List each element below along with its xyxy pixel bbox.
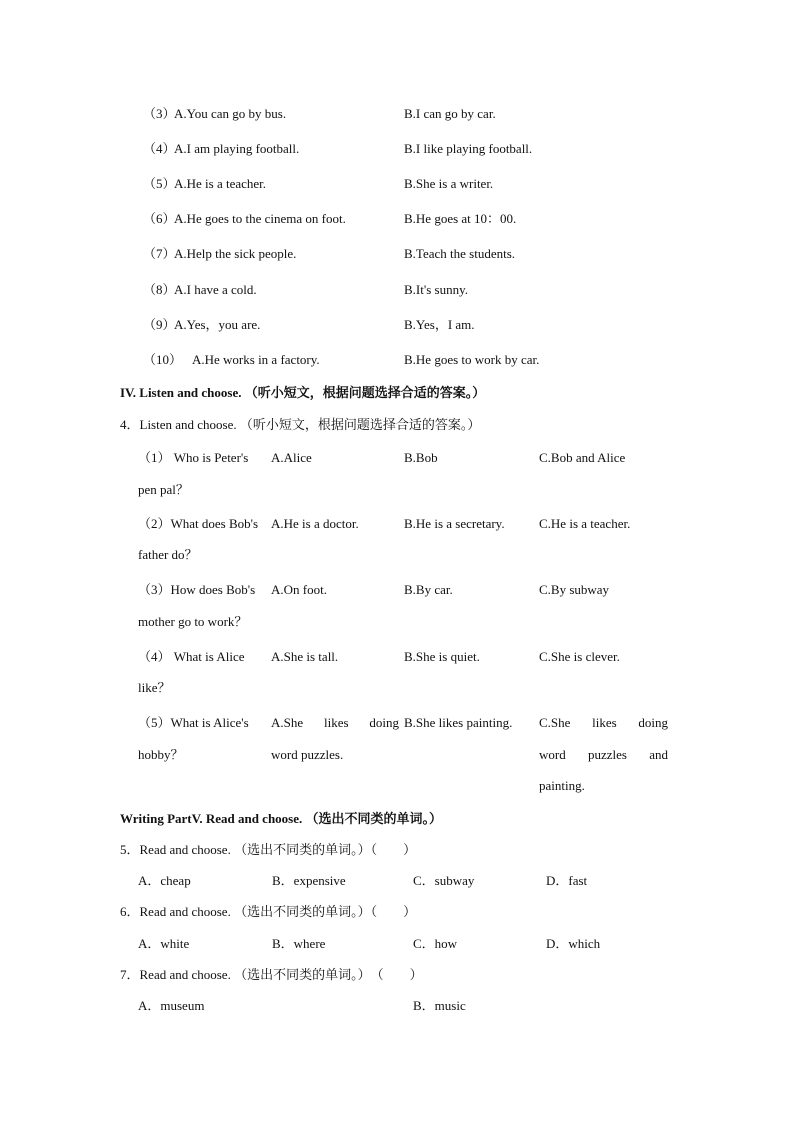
row-5-option-a: A.She likes doing: [271, 715, 399, 730]
item-5-number: （5）: [143, 176, 176, 191]
row-5-question-cont: hobby？: [138, 747, 184, 762]
row-4-option-a: A.She is tall.: [271, 649, 339, 664]
item-9-number: （9）: [143, 317, 176, 332]
item-3-option-b: B.I can go by car.: [404, 106, 496, 121]
row-3-question-cont: mother go to work？: [138, 614, 248, 629]
row-1-option-a: A.Alice: [271, 450, 312, 465]
row-4-question-cont: like？: [138, 680, 171, 695]
row-3-question: （3）How does Bob's: [138, 582, 256, 597]
row-1-option-c: C.Bob and Alice: [539, 450, 626, 465]
item-3-number: （3）: [143, 106, 176, 121]
row-3-option-b: B.By car.: [404, 582, 453, 597]
row-5-option-c-cont-2: painting.: [539, 778, 585, 793]
item-6-number: （6）: [143, 211, 176, 226]
item-5-option-a: A.He is a teacher.: [174, 176, 267, 191]
question-5-stem: 5．Read and choose. （选出不同类的单词。）（ ）: [120, 842, 417, 857]
question-6-option-d: D．which: [546, 936, 601, 951]
item-4-option-a: A.I am playing football.: [174, 141, 300, 156]
row-5-option-b: B.She likes painting.: [404, 715, 513, 730]
row-3-option-a: A.On foot.: [271, 582, 327, 597]
question-4-stem: 4．Listen and choose. （听小短文，根据问题选择合适的答案。）: [120, 417, 481, 432]
item-10-option-b: B.He goes to work by car.: [404, 352, 540, 367]
item-5-option-b: B.She is a writer.: [404, 176, 494, 191]
row-3-option-c: C.By subway: [539, 582, 610, 597]
item-9-option-a: A.Yes，you are.: [174, 317, 261, 332]
row-2-option-a: A.He is a doctor.: [271, 516, 359, 531]
question-7-stem: 7．Read and choose. （选出不同类的单词。） （ ）: [120, 967, 423, 982]
question-5-option-a: A．cheap: [138, 873, 191, 888]
item-7-option-b: B.Teach the students.: [404, 246, 516, 261]
item-8-option-b: B.It's sunny.: [404, 282, 468, 297]
row-5-question: （5）What is Alice's: [138, 715, 249, 730]
row-1-question: （1） Who is Peter's: [138, 450, 249, 465]
row-1-question-cont: pen pal？: [138, 482, 189, 497]
row-2-question: （2）What does Bob's: [138, 516, 259, 531]
row-5-option-a-cont: word puzzles.: [271, 747, 344, 762]
question-6-option-c: C．how: [413, 936, 458, 951]
question-5-option-b: B．expensive: [272, 873, 346, 888]
item-7-number: （7）: [143, 246, 176, 261]
item-4-option-b: B.I like playing football.: [404, 141, 533, 156]
question-6-option-a: A．white: [138, 936, 190, 951]
row-2-question-cont: father do？: [138, 547, 198, 562]
row-4-question: （4） What is Alice: [138, 649, 245, 664]
row-2-option-b: B.He is a secretary.: [404, 516, 505, 531]
question-6-option-b: B．where: [272, 936, 326, 951]
item-9-option-b: B.Yes，I am.: [404, 317, 475, 332]
item-4-number: （4）: [143, 141, 176, 156]
item-6-option-a: A.He goes to the cinema on foot.: [174, 211, 346, 226]
question-7-option-a: A．museum: [138, 998, 205, 1013]
question-5-option-c: C．subway: [413, 873, 475, 888]
section-5-heading: Writing PartV. Read and choose. （选出不同类的单词。）: [120, 811, 442, 826]
item-8-number: （8）: [143, 282, 176, 297]
row-4-option-c: C.She is clever.: [539, 649, 620, 664]
row-2-option-c: C.He is a teacher.: [539, 516, 631, 531]
question-7-option-b: B．music: [413, 998, 466, 1013]
item-10-option-a: A.He works in a factory.: [192, 352, 320, 367]
row-4-option-b: B.She is quiet.: [404, 649, 480, 664]
row-1-option-b: B.Bob: [404, 450, 438, 465]
item-8-option-a: A.I have a cold.: [174, 282, 257, 297]
section-4-heading: IV. Listen and choose. （听小短文，根据问题选择合适的答案。）: [120, 385, 486, 400]
item-3-option-a: A.You can go by bus.: [174, 106, 287, 121]
item-7-option-a: A.Help the sick people.: [174, 246, 297, 261]
item-6-option-b: B.He goes at 10：00.: [404, 211, 517, 226]
question-5-option-d: D．fast: [546, 873, 588, 888]
row-5-option-c-cont: word puzzles and: [539, 747, 668, 762]
row-5-option-c: C.She likes doing: [539, 715, 668, 730]
question-6-stem: 6．Read and choose. （选出不同类的单词。）（ ）: [120, 904, 417, 919]
item-10-number: （10）: [143, 352, 183, 367]
